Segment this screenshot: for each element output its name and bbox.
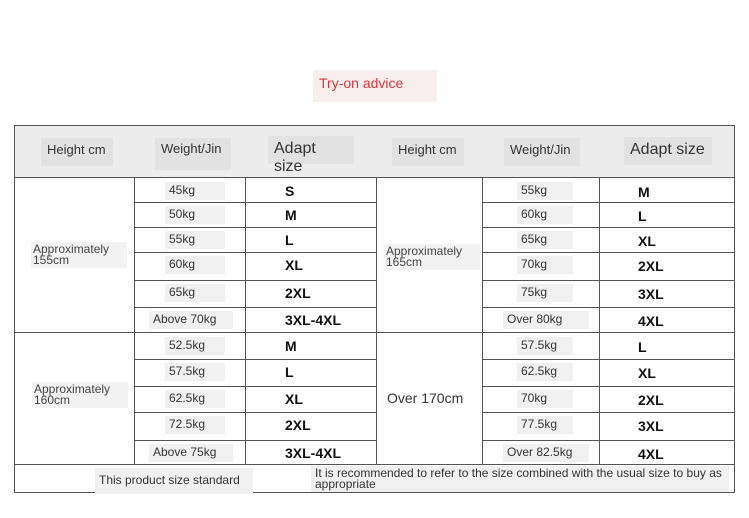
weight-cell-right: Over 80kg <box>503 311 589 329</box>
header-weight-left: Weight/Jin <box>155 138 231 170</box>
weight-cell-right: Over 82.5kg <box>503 444 589 462</box>
size-cell-right: 3XL <box>638 286 664 302</box>
group-label-165: Approximately 165cm <box>384 244 480 270</box>
row-divider <box>482 440 734 441</box>
row-divider <box>134 280 376 281</box>
row-divider <box>134 359 376 360</box>
weight-cell-right: 70kg <box>517 390 573 408</box>
row-divider <box>482 412 734 413</box>
column-divider <box>376 178 377 464</box>
size-cell-right: 3XL <box>638 418 664 434</box>
row-divider <box>482 280 734 281</box>
size-cell-left: M <box>285 338 297 354</box>
row-divider <box>482 359 734 360</box>
weight-cell-right: 57.5kg <box>517 337 573 355</box>
weight-cell-right: 70kg <box>517 256 573 274</box>
size-cell-right: 4XL <box>638 313 664 329</box>
weight-cell-right: 77.5kg <box>517 416 573 434</box>
size-cell-right: 4XL <box>638 446 664 462</box>
group-label-170: Over 170cm <box>387 390 464 406</box>
weight-cell-left: Above 70kg <box>149 311 233 329</box>
size-cell-right: L <box>638 339 647 355</box>
size-cell-right: XL <box>638 365 656 381</box>
size-cell-left: 2XL <box>285 417 311 433</box>
size-cell-left: XL <box>285 257 303 273</box>
weight-cell-right: 55kg <box>517 182 573 200</box>
group-label-155: Approximately 155cm <box>31 242 127 268</box>
row-divider <box>482 386 734 387</box>
row-divider <box>482 202 734 203</box>
header-height-left: Height cm <box>41 138 113 166</box>
row-divider <box>482 307 734 308</box>
size-cell-left: S <box>285 183 295 199</box>
weight-cell-left: 52.5kg <box>165 337 225 355</box>
size-cell-right: 2XL <box>638 258 664 274</box>
weight-cell-left: 60kg <box>165 256 225 274</box>
size-cell-left: XL <box>285 391 303 407</box>
size-table <box>14 125 735 493</box>
weight-cell-right: 65kg <box>517 231 573 249</box>
weight-cell-left: 55kg <box>165 231 225 249</box>
weight-cell-left: 50kg <box>165 206 225 224</box>
size-cell-left: L <box>285 364 294 380</box>
column-divider <box>134 178 135 464</box>
size-cell-right: XL <box>638 233 656 249</box>
size-cell-left: 3XL-4XL <box>285 312 342 328</box>
weight-cell-left: 72.5kg <box>165 416 225 434</box>
weight-cell-left: 57.5kg <box>165 363 225 381</box>
header-size-right: Adapt size <box>624 137 712 165</box>
size-cell-left: M <box>285 207 297 223</box>
row-divider <box>134 227 376 228</box>
footer-divider <box>15 464 734 465</box>
column-divider <box>599 178 600 464</box>
row-divider <box>134 440 376 441</box>
row-divider <box>134 307 376 308</box>
group-divider <box>15 332 734 333</box>
column-divider <box>482 178 483 464</box>
row-divider <box>134 202 376 203</box>
weight-cell-right: 62.5kg <box>517 363 573 381</box>
size-cell-left: 2XL <box>285 285 311 301</box>
header-weight-right: Weight/Jin <box>504 138 580 166</box>
weight-cell-left: 65kg <box>165 284 225 302</box>
header-size-left: Adapt size <box>268 136 354 164</box>
size-cell-left: 3XL-4XL <box>285 445 342 461</box>
footer-standard: This product size standard <box>95 468 253 494</box>
footer-advice: It is recommended to refer to the size combined with the usual size to buy as appropriate <box>311 466 729 492</box>
size-cell-right: 2XL <box>638 392 664 408</box>
page-title: Try-on advice <box>313 70 437 102</box>
weight-cell-right: 60kg <box>517 206 573 224</box>
row-divider <box>134 412 376 413</box>
row-divider <box>134 386 376 387</box>
header-height-right: Height cm <box>392 138 464 166</box>
size-cell-right: M <box>638 184 650 200</box>
size-cell-left: L <box>285 232 294 248</box>
weight-cell-left: 62.5kg <box>165 390 225 408</box>
weight-cell-right: 75kg <box>517 284 573 302</box>
row-divider <box>482 227 734 228</box>
weight-cell-left: Above 75kg <box>149 444 233 462</box>
group-label-160: Approximately 160cm <box>32 382 128 408</box>
size-cell-right: L <box>638 208 647 224</box>
weight-cell-left: 45kg <box>165 182 225 200</box>
row-divider <box>134 252 376 253</box>
column-divider <box>245 178 246 464</box>
row-divider <box>482 252 734 253</box>
table-header <box>15 126 734 178</box>
